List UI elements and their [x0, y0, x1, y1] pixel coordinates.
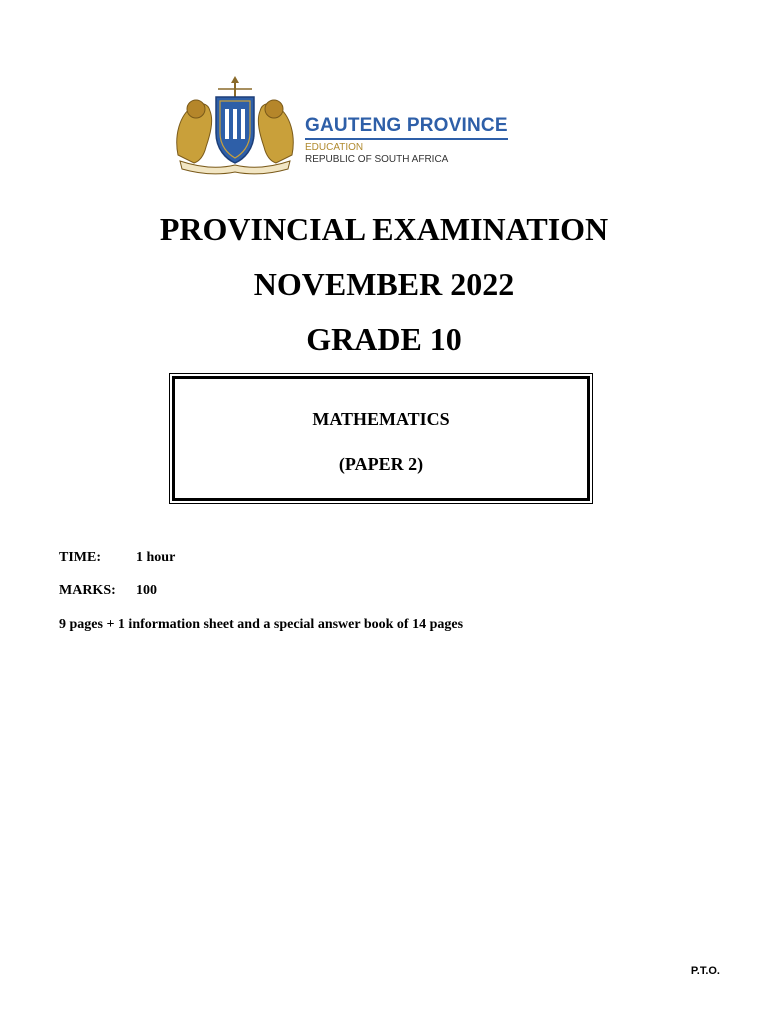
- logo-department: EDUCATION: [305, 142, 364, 153]
- gauteng-coat-of-arms-icon: [170, 75, 300, 175]
- exam-date: NOVEMBER 2022: [253, 266, 515, 302]
- paper-number: (PAPER 2): [338, 454, 424, 474]
- marks-label: MARKS:: [59, 583, 116, 598]
- pages-note: 9 pages + 1 information sheet and a special answer book of 14 pages: [59, 617, 464, 632]
- time-value: 1 hour: [136, 550, 176, 565]
- subject-name: MATHEMATICS: [312, 409, 450, 429]
- time-label: TIME:: [59, 550, 101, 565]
- gauteng-logo: [170, 75, 540, 175]
- marks-value: 100: [136, 583, 157, 598]
- logo-province-name: GAUTENG PROVINCE: [305, 115, 508, 140]
- exam-grade: GRADE 10: [306, 321, 462, 357]
- logo-country: REPUBLIC OF SOUTH AFRICA: [305, 154, 449, 165]
- subject-box: [172, 376, 590, 501]
- exam-title: PROVINCIAL EXAMINATION: [159, 211, 609, 247]
- logo-text: [305, 115, 508, 166]
- pto-note: P.T.O.: [690, 965, 720, 977]
